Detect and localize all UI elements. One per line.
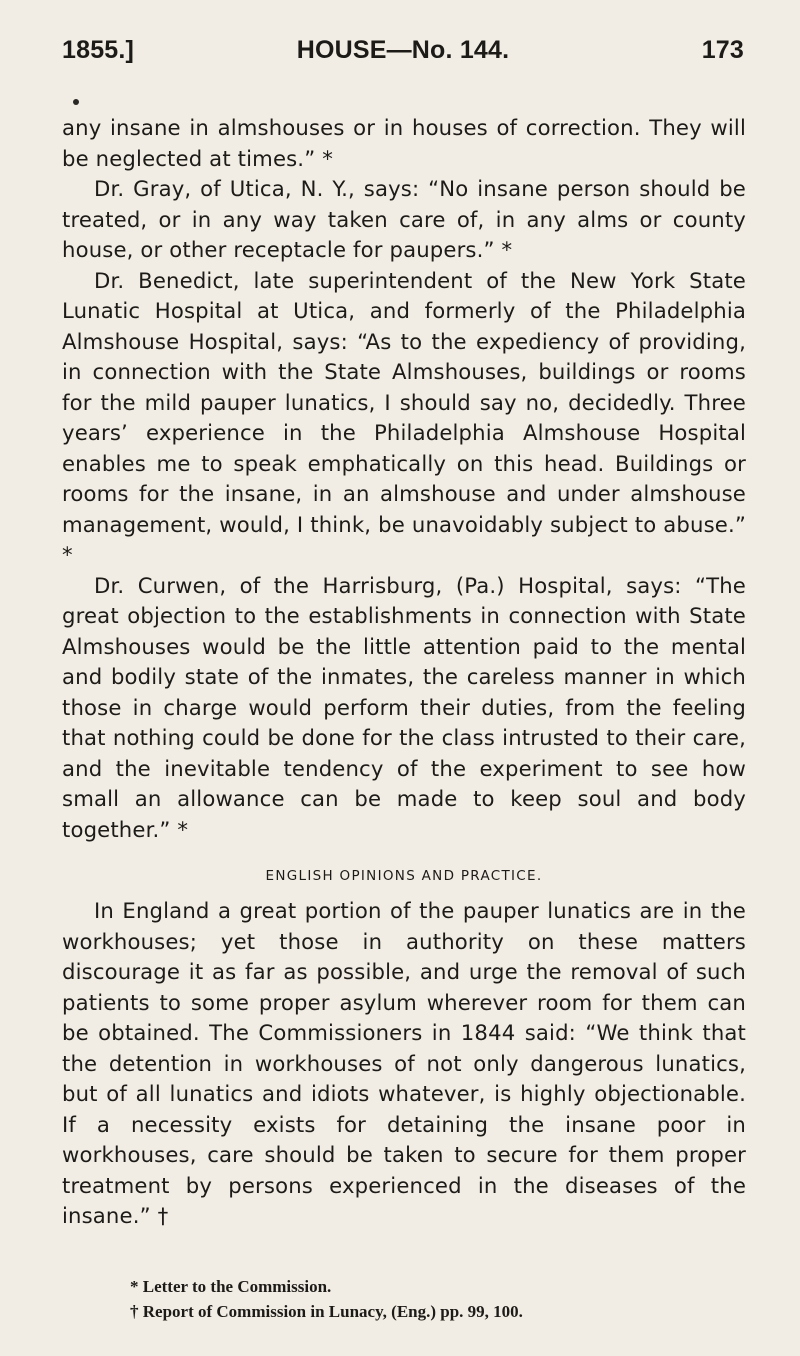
- paragraph-gray: Dr. Gray, of Utica, N. Y., says: “No insane person should be treated, or in any way taken care of, in any alms or county house, or other receptacle for paupers.” *: [62, 176, 746, 262]
- section-heading: ENGLISH OPINIONS AND PRACTICE.: [265, 868, 543, 884]
- paragraph-england: In England a great portion of the pauper lunatics are in the workhouses; yet those in authority on these matters discourage it as far as possible, and urge the removal of such patients to some proper asylum wherever room for them can be obtained. The Commissioners in 1844 said: “We think that the detention in workhouses of not only dangerous lunatics, but of all lunatics and idiots whatever, is highly objectionable. If a necessity exists for detaining the insane poor in workhouses, care should be taken to secure for them proper treatment by persons experienced in the diseases of the insane.” †: [62, 898, 746, 1228]
- body-text: [62, 113, 746, 1232]
- footnote-asterisk: * Letter to the Commission.: [130, 1277, 332, 1296]
- footnote-dagger: † Report of Commission in Lunacy, (Eng.) pp. 99, 100.: [130, 1302, 523, 1321]
- paragraph-curwen: Dr. Curwen, of the Harrisburg, (Pa.) Hospital, says: “The great objection to the establishments in connection with State Almshouses would be the little attention paid to the mental and bodily state of the inmates, the careless manner in which those in charge would perform their duties, from the feeling that nothing could be done for the class intrusted to their care, and the inevitable tendency of the experiment to see how small an allowance can be made to keep soul and body together.” *: [62, 572, 746, 842]
- paragraph-continuation: any insane in almshouses or in houses of correction. They will be neglected at times.” *: [62, 115, 746, 171]
- header-year: 1855.]: [62, 36, 135, 64]
- paragraph-benedict: Dr. Benedict, late superintendent of the New York State Lunatic Hospital at Utica, and formerly of the Philadelphia Almshouse Hospital, says: “As to the expediency of providing, in connection with the State Almshouses, buildings or rooms for the mild pauper lunatics, I should say no, decidedly. Three years’ experience in the Philadelphia Almshouse Hospital enables me to speak emphatically on this head. Buildings or rooms for the insane, in an almshouse and under almshouse management, would, I think, be unavoidably subject to abuse.” *: [62, 267, 746, 567]
- running-header: [62, 36, 744, 72]
- page-number: 173: [701, 36, 744, 64]
- header-title: HOUSE—No. 144.: [296, 36, 510, 64]
- ink-mark: [73, 99, 79, 105]
- footnotes: [62, 1274, 746, 1324]
